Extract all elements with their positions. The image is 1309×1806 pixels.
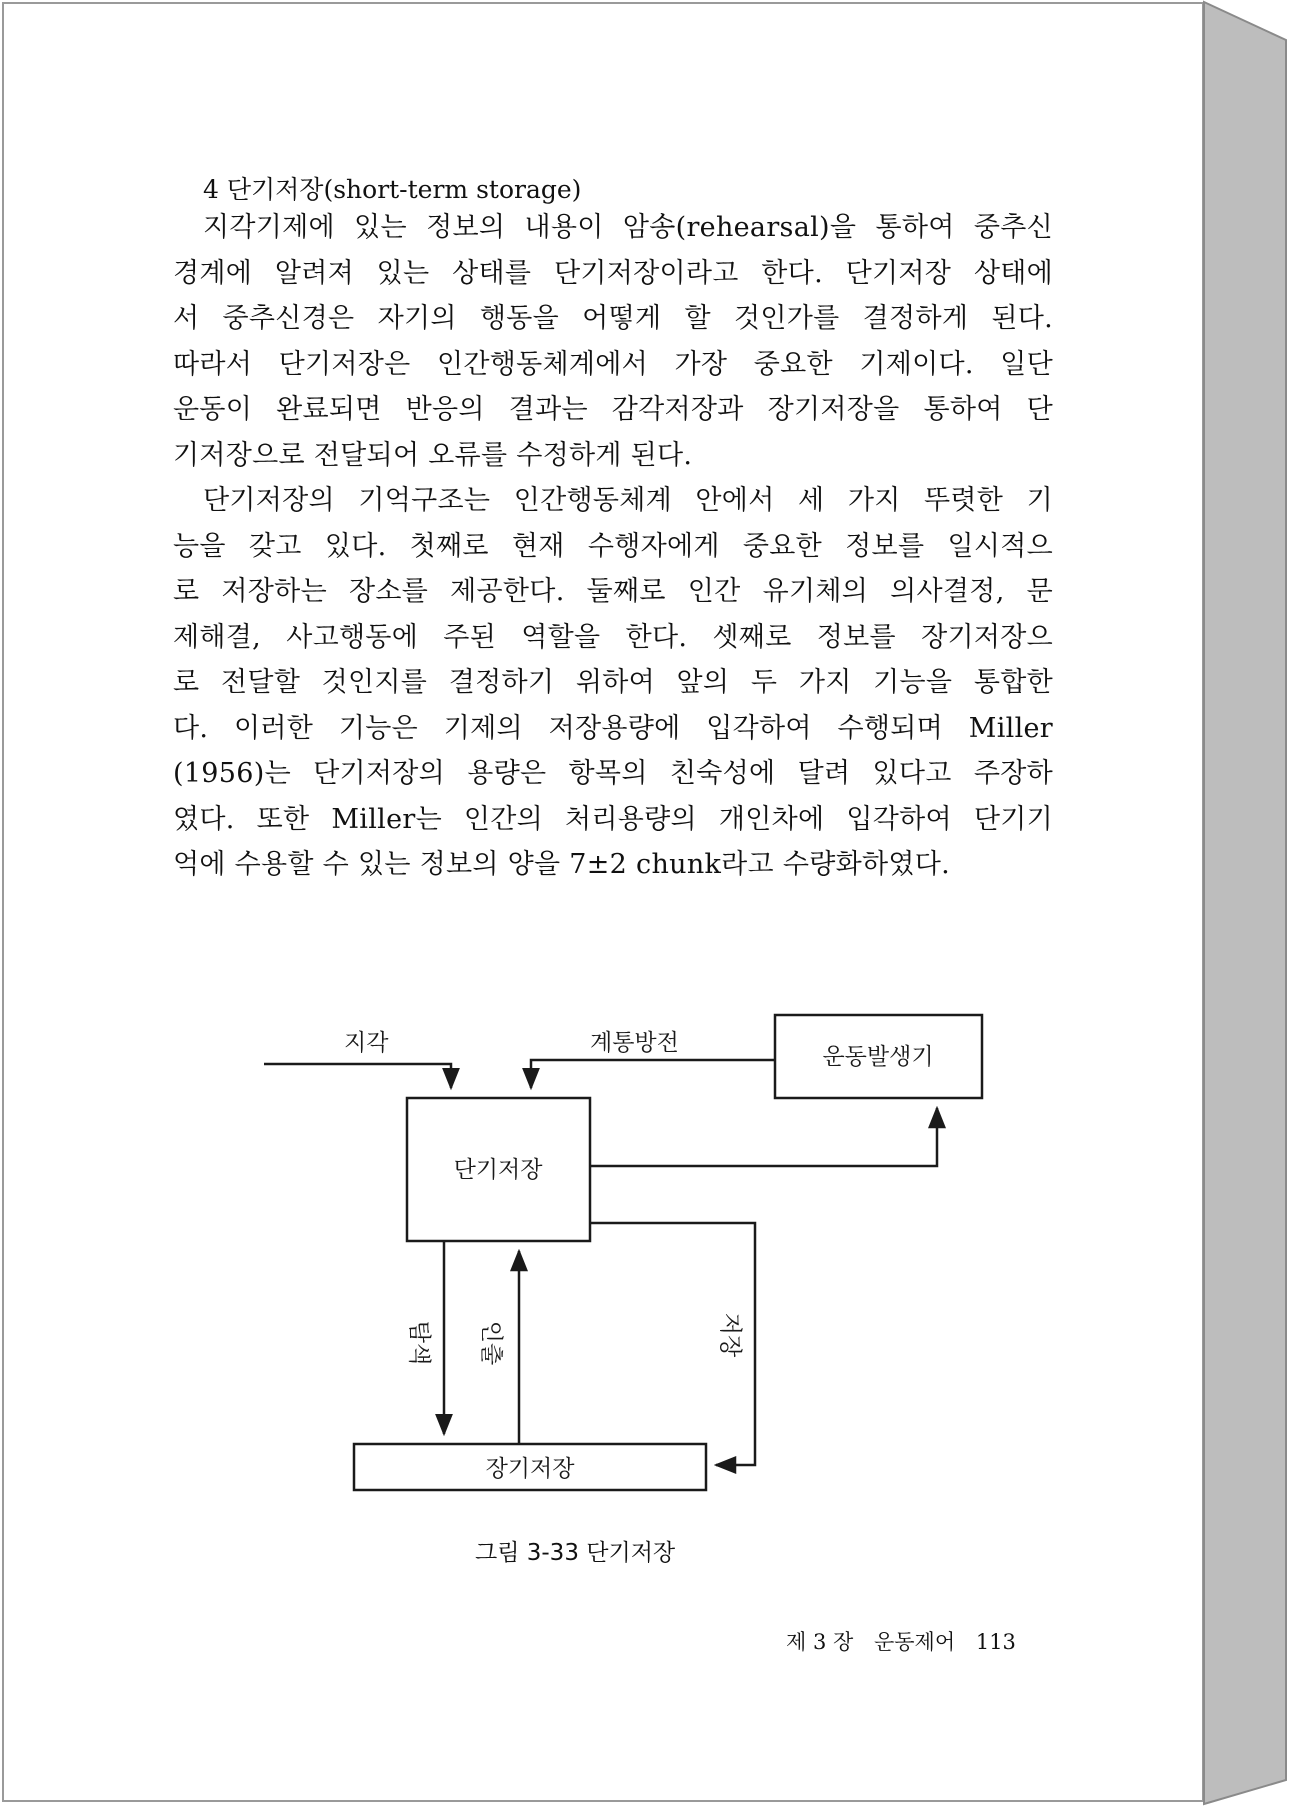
paragraph-line: 기저장으로 전달되어 오류를 수정하게 된다.: [173, 439, 693, 471]
paragraph-line: 로 전달할 것인지를 결정하기 위하여 앞의 두 가지 기능을 통합한: [173, 667, 1053, 698]
long-term-storage-label: 장기저장: [485, 1456, 575, 1482]
page-number: 113: [975, 1630, 1016, 1654]
output-arrow: [590, 1108, 937, 1166]
paragraph-line: (1956)는 단기저장의 용량은 항목의 친숙성에 달려 있다고 주장하: [173, 758, 1053, 789]
perception-arrow: [264, 1064, 451, 1088]
paragraph-line: 제해결, 사고행동에 주된 역할을 한다. 셋째로 정보를 장기저장으: [173, 621, 1053, 653]
short-term-storage-label: 단기저장: [453, 1157, 543, 1183]
paragraph-line: 지각기제에 있는 정보의 내용이 암송(rehearsal)을 통하여 중추신: [203, 212, 1053, 243]
motor-generator-label: 운동발생기: [822, 1044, 934, 1070]
feedback-label: 계통방전: [590, 1030, 679, 1056]
paragraph-line: 단기저장의 기억구조는 인간행동체계 안에서 세 가지 뚜렷한 기: [203, 485, 1053, 516]
figure-caption: 그림 3-33 단기저장: [475, 1540, 676, 1566]
paragraph-line: 였다. 또한 Miller는 인간의 처리용량의 개인차에 입각하여 단기기: [173, 803, 1053, 835]
page-footer: [786, 1626, 1016, 1656]
paragraph-line: 운동이 완료되면 반응의 결과는 감각저장과 장기저장을 통하여 단: [173, 394, 1053, 425]
chapter-title: 운동제어: [873, 1630, 956, 1654]
section-heading: 4 단기저장(short-term storage): [203, 175, 582, 204]
paragraph-line: 따라서 단기저장은 인간행동체계에서 가장 중요한 기제이다. 일단: [173, 348, 1053, 380]
search-label: 탐색: [406, 1320, 432, 1366]
paragraph-line: 능을 갖고 있다. 첫째로 현재 수행자에게 중요한 정보를 일시적으: [173, 530, 1053, 562]
feedback-arrow: [531, 1060, 775, 1088]
paragraph-line: 억에 수용할 수 있는 정보의 양을 7±2 chunk라고 수량화하였다.: [173, 849, 950, 880]
chapter-label: 제 3 장: [786, 1630, 854, 1654]
paragraph-line: 로 저장하는 장소를 제공한다. 둘째로 인간 유기체의 의사결정, 문: [173, 576, 1053, 607]
paragraph-line: 서 중추신경은 자기의 행동을 어떻게 할 것인가를 결정하게 된다.: [173, 303, 1053, 334]
store-label: 저장: [717, 1312, 743, 1358]
retrieval-label: 인출: [478, 1320, 504, 1366]
paragraph-line: 다. 이러한 기능은 기제의 저장용량에 입각하여 수행되며 Miller: [173, 712, 1053, 744]
perception-label: 지각: [344, 1030, 389, 1056]
paragraph-line: 경계에 알려져 있는 상태를 단기저장이라고 한다. 단기저장 상태에: [173, 257, 1053, 289]
